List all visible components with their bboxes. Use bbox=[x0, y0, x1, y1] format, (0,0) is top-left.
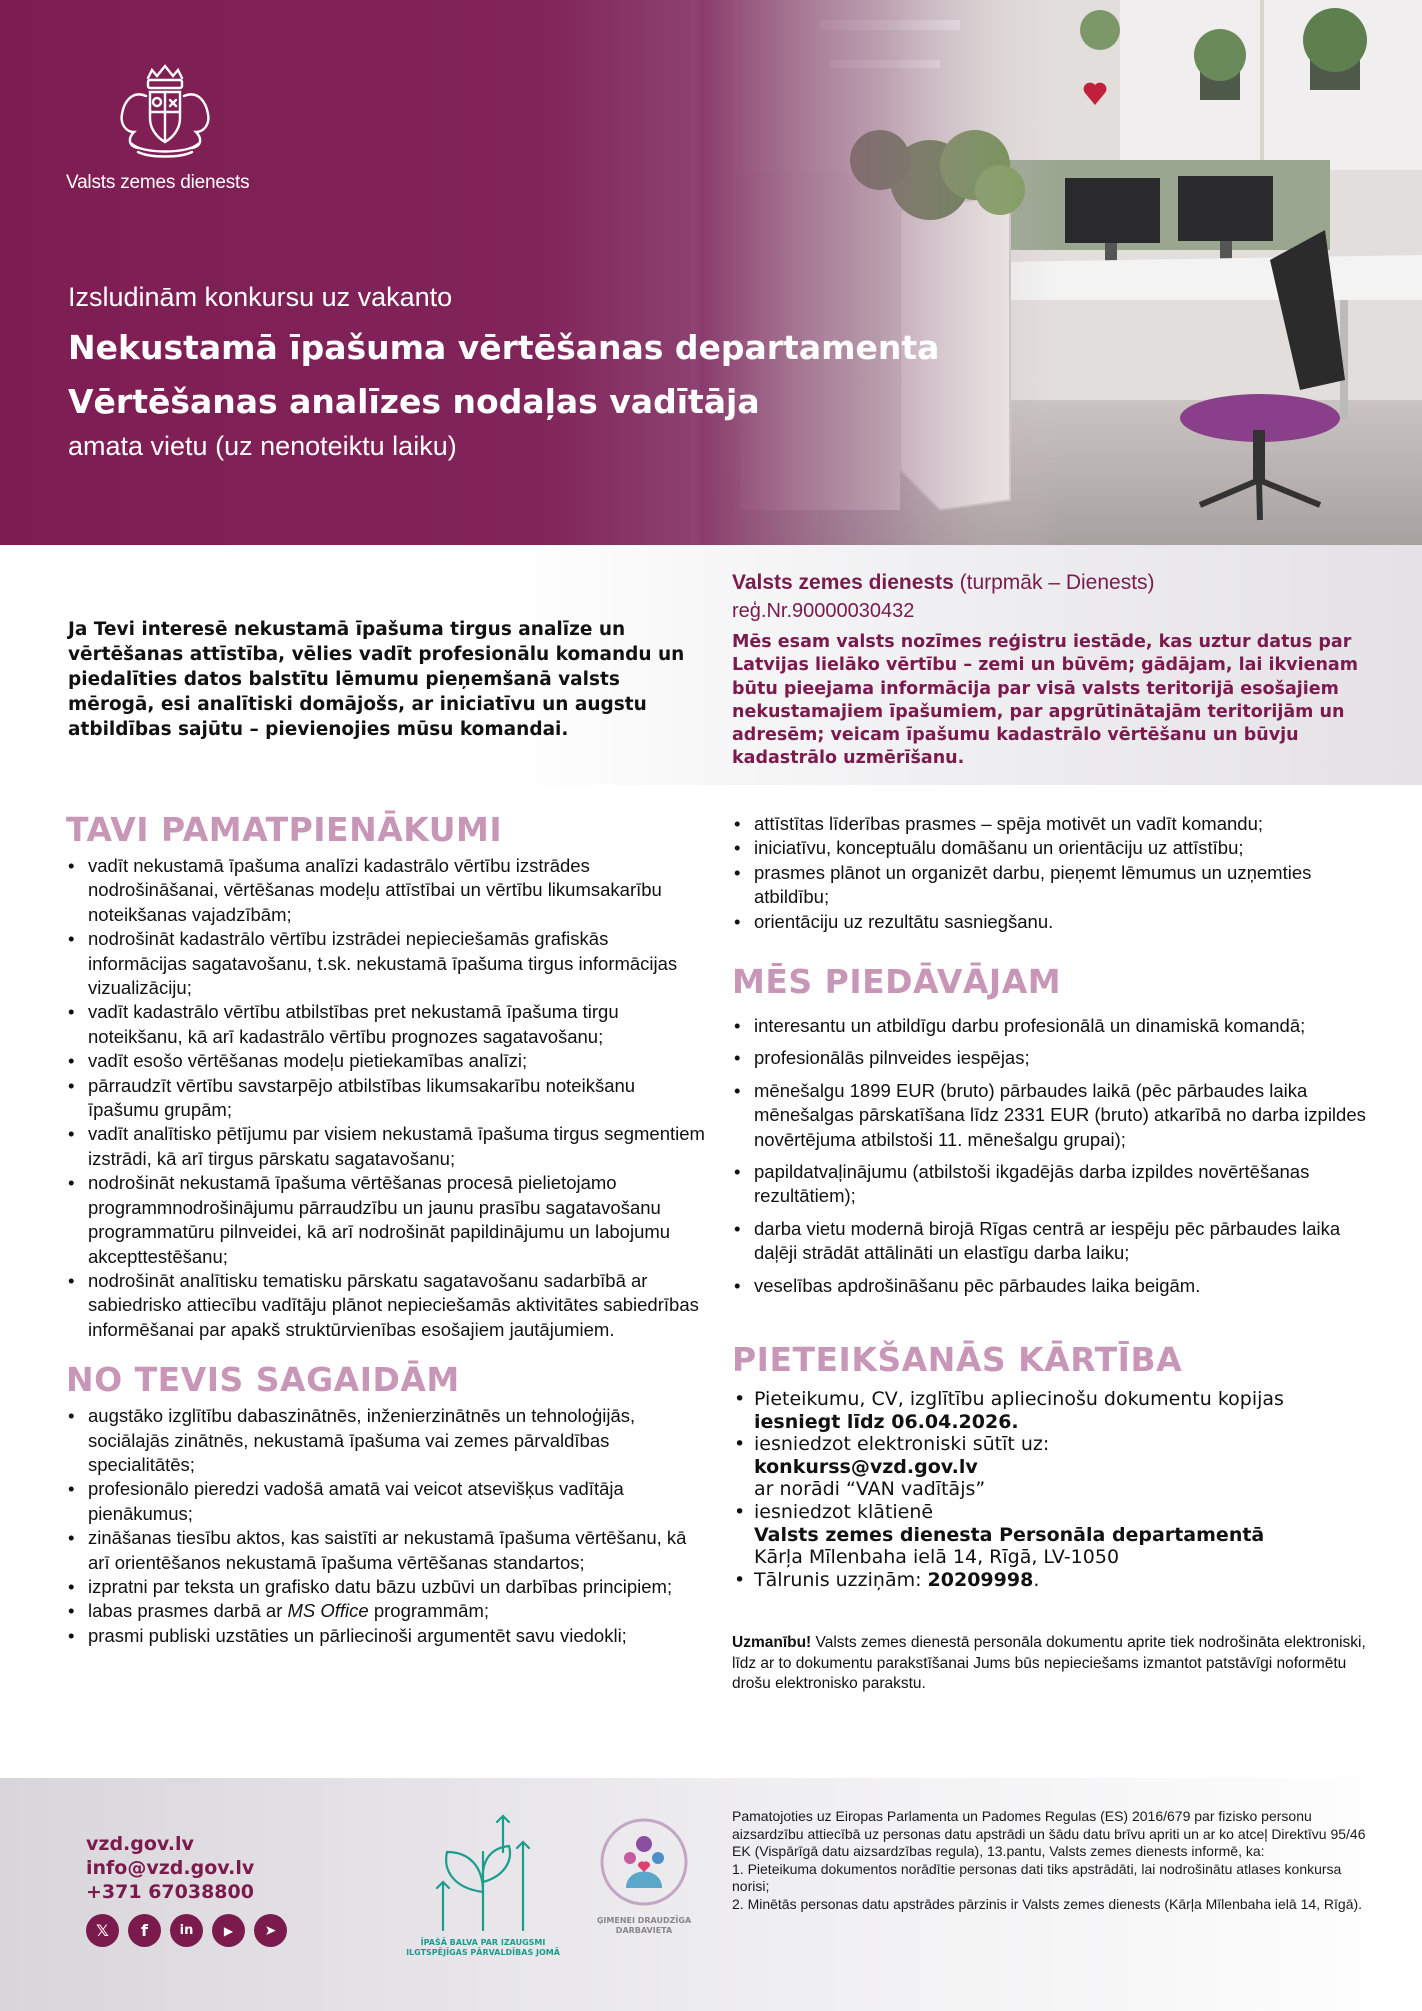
list-item: • zināšanas tiesību aktos, kas saistīti ar nekustamā īpašuma vērtēšanu, kā arī orientēšanos nekustamā īpašuma vērtēšanas standartos; bbox=[66, 1526, 706, 1575]
apply-list bbox=[732, 1388, 1372, 1591]
organization-suffix: (turpmāk – Dienests) bbox=[953, 571, 1155, 594]
social-links bbox=[86, 1914, 287, 1947]
organization-name: Valsts zemes dienests bbox=[732, 571, 954, 594]
job-title-block bbox=[68, 282, 1048, 462]
warning-note bbox=[732, 1633, 1372, 1695]
coat-of-arms-icon bbox=[110, 62, 220, 162]
apply-documents: Pieteikumu, CV, izglītību apliecinošu dokumentu kopijas bbox=[754, 1388, 1284, 1411]
sustainability-award bbox=[393, 1812, 573, 1958]
telegram-icon[interactable]: ➤ bbox=[254, 1914, 287, 1947]
apply-in-person: iesniedzot klātienē bbox=[754, 1501, 934, 1524]
list-item: • papildatvaļinājumu (atbilstoši ikgadējās darba izpildes novērtēšanas rezultātiem); bbox=[732, 1160, 1372, 1209]
youtube-icon[interactable]: ▶ bbox=[212, 1914, 245, 1947]
apply-phone-end: . bbox=[1033, 1568, 1040, 1591]
gdpr-notice bbox=[732, 1808, 1372, 1914]
organization-description: Mēs esam valsts nozīmes reģistru iestāde, kas uztur datus par Latvijas lielāko vērtību – zemi un būvēm; gādājam, lai ikvienam būtu pieejama informācija par visā valsts teritorijā esošajiem nekustamajiem īpašumiem, par apgrūtinātajām teritorijām un adresēm; veicam īpašumu kadastrālo vērtēšanu un būvju kadastrālo uzmērīšanu. bbox=[732, 632, 1358, 769]
right-column bbox=[732, 812, 1372, 1695]
gdpr-point-2: 2. Minētās personas datu apstrādes pārzinis ir Valsts zemes dienests (Kārļa Mīlenbaha ielā 14, Rīgā). bbox=[732, 1895, 1363, 1912]
left-column bbox=[66, 810, 706, 1648]
list-item: • iniciatīvu, konceptuālu domāšanu un orientāciju uz attīstību; bbox=[732, 836, 1372, 860]
requirements-list bbox=[66, 1404, 706, 1648]
list-item bbox=[732, 1569, 1372, 1592]
list-item bbox=[66, 1599, 706, 1623]
warning-text: Valsts zemes dienestā personāla dokumentu aprite tiek nodrošināta elektroniski, līdz ar to dokumentu parakstīšanai Jums būs nepieciešams izmantot patstāvīgi noformētu drošu elektronisko parakstu. bbox=[732, 1634, 1366, 1693]
list-item: • pārraudzīt vērtību savstarpējo atbilstības likumsakarību noteikšanu īpašumu grupām; bbox=[66, 1074, 706, 1123]
sustainability-award-caption: ĪPAŠĀ BALVA PAR IZAUGSMI ILGTSPĒJĪGAS PĀRVALDĪBAS JOMĀ bbox=[406, 1938, 560, 1957]
footer bbox=[0, 1778, 1422, 2011]
list-item bbox=[732, 1501, 1372, 1569]
requirements-title: NO TEVIS SAGAIDĀM bbox=[66, 1360, 460, 1400]
family-friendly-award bbox=[594, 1814, 694, 1936]
logo-text: Valsts zemes dienests bbox=[66, 172, 250, 193]
list-item: • vadīt nekustamā īpašuma analīzi kadastrālo vērtību izstrādes nodrošināšanai, vērtēšanas modeļu attīstībai un vērtību likumsakarību noteikšanas vajadzībām; bbox=[66, 854, 706, 927]
organization-info bbox=[732, 569, 1392, 771]
requirements-list-continued bbox=[732, 812, 1372, 934]
list-item: • nodrošināt nekustamā īpašuma vērtēšanas procesā pielietojamo programmnodrošinājumu pārraudzību un jaunu prasību sagatavošanu programmatūru pilnveidei, kā arī nodrošināt papildinājumu un labojumu akcepttestēšanu; bbox=[66, 1171, 706, 1269]
warning-label: Uzmanību! bbox=[732, 1634, 812, 1652]
x-icon[interactable]: 𝕏 bbox=[86, 1914, 119, 1947]
list-item: • orientāciju uz rezultātu sasniegšanu. bbox=[732, 910, 1372, 934]
list-item: • mēnešalgu 1899 EUR (bruto) pārbaudes laikā (pēc pārbaudes laika mēnešalgas pārskatīšana līdz 2331 EUR (bruto) atkarībā no darba izpildes novērtējuma atbilstoši 11. mēnešalgu grupai); bbox=[732, 1079, 1372, 1152]
ms-suffix: programmām; bbox=[368, 1600, 489, 1622]
offer-title: MĒS PIEDĀVĀJAM bbox=[732, 962, 1062, 1002]
job-title-subtitle: amata vietu (uz nenoteiktu laiku) bbox=[68, 431, 457, 461]
hero-intro: Izsludinām konkursu uz vakanto bbox=[68, 282, 453, 312]
facebook-icon[interactable]: f bbox=[128, 1914, 161, 1947]
email-link[interactable]: info@vzd.gov.lv bbox=[86, 1857, 255, 1879]
list-item bbox=[732, 1433, 1372, 1501]
ms-office-name: MS Office bbox=[287, 1600, 369, 1622]
apply-electronic: iesniedzot elektroniski sūtīt uz: bbox=[754, 1433, 1050, 1456]
apply-department: Valsts zemes dienesta Personāla departamentā bbox=[754, 1523, 1265, 1546]
list-item: • izpratni par teksta un grafisko datu bāzu uzbūvi un darbības principiem; bbox=[66, 1575, 706, 1599]
offer-list bbox=[732, 1014, 1372, 1298]
list-item: • augstāko izglītību dabaszinātnēs, inženierzinātnēs un tehnoloģijās, sociālajās zinātnēs, nekustamā īpašuma vai zemes pārvaldības specialitātēs; bbox=[66, 1404, 706, 1477]
list-item: • attīstītas līderības prasmes – spēja motivēt un vadīt komandu; bbox=[732, 812, 1372, 836]
intro-text: Ja Tevi interesē nekustamā īpašuma tirgus analīze un vērtēšanas attīstība, vēlies vadīt profesionālu komandu un piedalīties datos balstītu lēmumu pieņemšanā valsts mērogā, esi analītiski domājošs, ar iniciatīvu un augstu atbildības sajūtu – pievienojies mūsu komandai. bbox=[68, 619, 685, 740]
hero-banner bbox=[0, 0, 1422, 545]
apply-email-note: ar norādi “VAN vadītājs” bbox=[754, 1478, 986, 1501]
list-item: • vadīt kadastrālo vērtību atbilstības pret nekustamā īpašuma tirgu noteikšanu, kā arī kadastrālo vērtību prognozes sagatavošanu; bbox=[66, 1000, 706, 1049]
list-item: • prasmes plānot un organizēt darbu, pieņemt lēmumus un uzņemties atbildību; bbox=[732, 861, 1372, 910]
website-link[interactable]: vzd.gov.lv bbox=[86, 1833, 194, 1855]
job-title-line1: Nekustamā īpašuma vērtēšanas departamenta bbox=[68, 328, 940, 367]
list-item: • veselības apdrošināšanu pēc pārbaudes laika beigām. bbox=[732, 1274, 1372, 1298]
family-friendly-icon bbox=[596, 1814, 692, 1910]
list-item bbox=[732, 1388, 1372, 1433]
sustainability-award-icon bbox=[413, 1812, 553, 1932]
list-item: • vadīt esošo vērtēšanas modeļu pietiekamības analīzi; bbox=[66, 1049, 706, 1073]
list-item: • profesionālo pieredzi vadošā amatā vai veicot atsevišķus vadītāja pienākumus; bbox=[66, 1477, 706, 1526]
family-friendly-caption: ĢIMENEI DRAUDZĪGA DARBAVIETA bbox=[596, 1916, 692, 1935]
list-item: • nodrošināt kadastrālo vērtību izstrādei nepieciešamās grafiskās informācijas sagatavošanu, t.sk. nekustamā īpašuma tirgus informācijas vizualizāciju; bbox=[66, 927, 706, 1000]
list-item: • interesantu un atbildīgu darbu profesionālā un dinamiskā komandā; bbox=[732, 1014, 1372, 1038]
registration-number: reģ.Nr.90000030432 bbox=[732, 600, 915, 622]
duties-list bbox=[66, 854, 706, 1342]
ms-prefix: labas prasmes darbā ar bbox=[88, 1600, 288, 1622]
vzd-logo bbox=[66, 62, 286, 194]
linkedin-icon[interactable]: in bbox=[170, 1914, 203, 1947]
office-photo bbox=[700, 0, 1422, 545]
gdpr-paragraph: Pamatojoties uz Eiropas Parlamenta un Padomes Regulas (ES) 2016/679 par fizisko personu aizsardzību attiecībā uz personas datu apstrādi un šādu datu brīvu apriti un ar ko atceļ Direktīvu 95/46 EK (Vispārīgā datu aizsardzības regula), 13.pantu, Valsts zemes dienests informē, ka: bbox=[732, 1808, 1366, 1860]
apply-title: PIETEIKŠANĀS KĀRTĪBA bbox=[732, 1340, 1183, 1380]
organization-line bbox=[732, 569, 1392, 597]
phone-link[interactable]: +371 67038800 bbox=[86, 1881, 254, 1903]
apply-phone-label: Tālrunis uzziņām: bbox=[754, 1568, 928, 1591]
apply-address: Kārļa Mīlenbaha ielā 14, Rīgā, LV-1050 bbox=[754, 1546, 1120, 1569]
apply-email-link[interactable]: konkurss@vzd.gov.lv bbox=[754, 1455, 978, 1478]
job-title-line2: Vērtēšanas analīzes nodaļas vadītāja bbox=[68, 382, 760, 421]
gdpr-point-1: 1. Pieteikuma dokumentos norādītie personas dati tiks apstrādāti, lai nodrošinātu atlases konkursa norisi; bbox=[732, 1860, 1342, 1895]
intro-strip bbox=[0, 545, 1422, 785]
apply-deadline: iesniegt līdz 06.04.2026. bbox=[754, 1410, 1019, 1433]
list-item: • prasmi publiski uzstāties un pārliecinoši argumentēt savu viedokli; bbox=[66, 1624, 706, 1648]
list-item: • nodrošināt analītisku tematisku pārskatu sagatavošanu sadarbībā ar sabiedrisko attiecību vadītāju plānot nepieciešamās aktivitātes sabiedrības informēšanai par apakš struktūrvienības esošajiem jautājumiem. bbox=[66, 1269, 706, 1342]
duties-title: TAVI PAMATPIENĀKUMI bbox=[66, 810, 503, 849]
list-item: • profesionālās pilnveides iespējas; bbox=[732, 1046, 1372, 1070]
list-item: • darba vietu modernā birojā Rīgas centrā ar iespēju pēc pārbaudes laika daļēji strādāt attālināti un elastīgu darba laiku; bbox=[732, 1217, 1372, 1266]
contact-block bbox=[86, 1832, 254, 1904]
list-item: • vadīt analītisko pētījumu par visiem nekustamā īpašuma tirgus segmentiem izstrādi, kā arī tirgus pārskatu sagatavošanu; bbox=[66, 1122, 706, 1171]
apply-phone-link[interactable]: 20209998 bbox=[927, 1568, 1034, 1591]
